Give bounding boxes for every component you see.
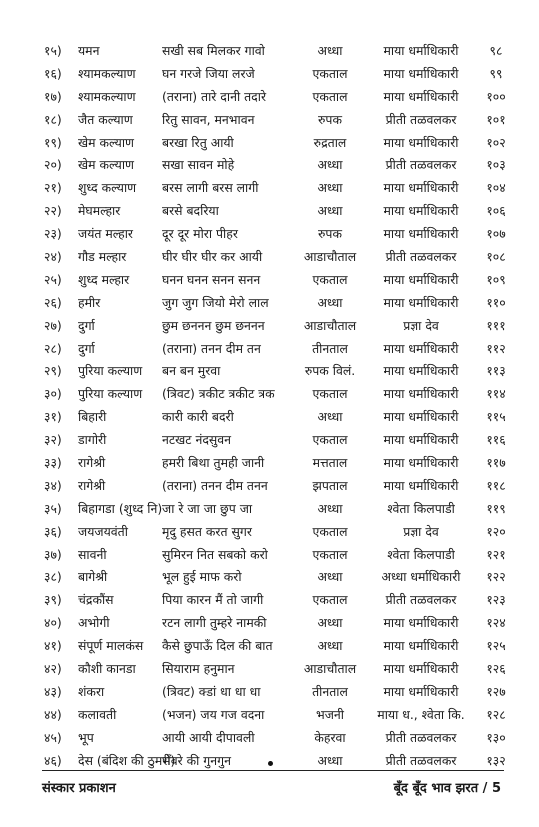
row-artist: माया धर्माधिकारी xyxy=(383,340,459,356)
row-page: १२६ xyxy=(486,661,506,677)
row-raga: बिहारी xyxy=(78,409,107,425)
row-page: ११० xyxy=(486,294,506,310)
row-page: १२७ xyxy=(486,683,506,699)
row-artist: माया धर्माधिकारी xyxy=(383,203,459,219)
row-page: १०१ xyxy=(486,111,506,127)
row-num: २४) xyxy=(44,249,62,265)
row-page: १०४ xyxy=(486,180,506,196)
row-num: २९) xyxy=(44,363,62,379)
table-row xyxy=(0,360,539,383)
table-row xyxy=(0,246,539,269)
row-artist: माया धर्माधिकारी xyxy=(383,294,459,310)
row-num: २१) xyxy=(44,180,62,196)
row-taal: एकताल xyxy=(312,592,348,608)
row-raga: यमन xyxy=(78,43,100,58)
table-row xyxy=(0,132,539,155)
row-taal: अध्धा xyxy=(317,638,343,654)
row-num: ४५) xyxy=(44,729,62,745)
row-num: ३६) xyxy=(44,523,62,539)
row-num: २२) xyxy=(44,203,62,219)
row-raga: खेम कल्याण xyxy=(78,134,135,150)
row-raga: रागेश्री xyxy=(78,455,106,471)
row-page: ११४ xyxy=(486,386,506,402)
row-page: १२० xyxy=(486,523,506,539)
row-page: १३२ xyxy=(486,752,506,768)
row-raga: डागोरी xyxy=(78,432,107,448)
row-raga: चंद्रकौंस xyxy=(78,592,114,608)
row-num: ४०) xyxy=(44,615,62,631)
row-raga: श्यामकल्याण xyxy=(78,65,136,81)
table-row xyxy=(0,292,539,315)
row-num: १६) xyxy=(44,65,62,81)
row-raga: शंकरा xyxy=(78,683,105,699)
row-raga: श्यामकल्याण xyxy=(78,88,136,104)
row-song: भूल हुई माफ करो xyxy=(162,569,242,585)
table-row xyxy=(0,269,539,292)
table-row xyxy=(0,383,539,406)
row-num: ३४) xyxy=(44,477,62,493)
row-taal: अध्धा xyxy=(317,569,343,585)
row-page: १०७ xyxy=(486,226,506,242)
row-taal: अध्धा xyxy=(317,203,343,219)
footer-rule xyxy=(42,770,504,771)
row-page: १२८ xyxy=(486,706,506,722)
row-raga: देस (बंदिश की ठुमरी) xyxy=(78,752,176,768)
row-raga: बिहागडा (शुध्द नि) xyxy=(78,500,163,516)
row-song: (त्रिवट) क्डां धा धा धा xyxy=(162,683,261,699)
row-num: १९) xyxy=(44,134,62,150)
row-taal: एकताल xyxy=(312,88,348,104)
row-artist: प्रीती तळवलकर xyxy=(385,752,457,768)
row-song: (त्रिवट) त्रकीट त्रकीट त्रक xyxy=(162,386,275,402)
row-taal: एकताल xyxy=(312,546,348,562)
row-song: घनन घनन सनन सनन xyxy=(162,271,261,287)
row-song: हमरी बिथा तुमही जानी xyxy=(162,455,265,471)
row-taal: रुपक xyxy=(318,111,342,127)
row-song: (तराना) तारे दानी तदारे xyxy=(162,88,267,104)
table-row xyxy=(0,154,539,177)
row-artist: माया ध., श्वेता कि. xyxy=(377,706,465,722)
row-raga: जैत कल्याण xyxy=(78,111,133,127)
row-song: बरसे बदरिया xyxy=(162,203,219,219)
row-raga: दुर्गा xyxy=(78,340,95,356)
footer-book-page: बूँद बूँद भाव झरत / 5 xyxy=(393,781,501,796)
table-row xyxy=(0,40,539,63)
row-raga: सावनी xyxy=(78,546,107,562)
row-page: १२२ xyxy=(486,569,506,585)
row-num: ३८) xyxy=(44,569,62,585)
row-raga: खेम कल्याण xyxy=(78,157,135,173)
row-artist: माया धर्माधिकारी xyxy=(383,88,459,104)
row-raga: शुध्द कल्याण xyxy=(78,180,137,196)
row-song: मृदु हसत करत सुगर xyxy=(162,523,252,539)
table-row xyxy=(0,612,539,635)
row-artist: प्रीती तळवलकर xyxy=(385,592,457,608)
row-page: १३० xyxy=(486,729,506,745)
table-row xyxy=(0,658,539,681)
row-song: (तराना) तनन दीम तन xyxy=(162,340,261,356)
row-song: दूर दूर मोरा पीहर xyxy=(162,226,238,242)
row-taal: केहरवा xyxy=(314,729,346,745)
row-artist: प्रीती तळवलकर xyxy=(385,729,457,745)
row-taal: रुपक विलं. xyxy=(304,363,356,379)
row-artist: माया धर्माधिकारी xyxy=(383,386,459,402)
row-artist: माया धर्माधिकारी xyxy=(383,615,459,631)
row-num: ४२) xyxy=(44,661,62,677)
row-num: १८) xyxy=(44,111,62,127)
row-num: ४१) xyxy=(44,638,62,654)
row-taal: अध्धा xyxy=(317,409,343,425)
row-taal: झपताल xyxy=(312,477,348,493)
row-page: १०० xyxy=(486,88,506,104)
row-raga: मेघमल्हार xyxy=(78,203,121,219)
row-page: १०६ xyxy=(486,203,506,219)
row-song: (भजन) जय गज वदना xyxy=(162,706,265,722)
row-num: २६) xyxy=(44,294,62,310)
row-taal: अध्धा xyxy=(317,615,343,631)
center-dot xyxy=(268,761,273,766)
row-raga: कौशी कानडा xyxy=(78,661,136,677)
row-num: ३९) xyxy=(44,592,62,608)
row-raga: अभोगी xyxy=(78,615,110,631)
row-page: ११३ xyxy=(486,363,506,379)
row-song: आयी आयी दीपावली xyxy=(162,729,255,745)
row-num: ३१) xyxy=(44,409,62,425)
row-page: ९८ xyxy=(489,43,503,58)
row-page: १०९ xyxy=(486,271,506,287)
row-raga: पुरिया कल्याण xyxy=(78,363,143,379)
row-num: ३३) xyxy=(44,455,62,471)
table-row xyxy=(0,521,539,544)
row-taal: आडाचौताल xyxy=(303,317,357,333)
row-taal: मत्तताल xyxy=(312,455,348,471)
row-num: ३५) xyxy=(44,500,62,516)
row-song: बन बन मुरवा xyxy=(162,363,221,379)
row-taal: तीनताल xyxy=(312,340,348,356)
row-artist: अध्धा धर्माधिकारी xyxy=(381,569,461,585)
row-num: २७) xyxy=(44,317,62,333)
row-taal: रुपक xyxy=(318,226,342,242)
row-song: (तराना) तनन दीम तनन xyxy=(162,477,268,493)
table-row xyxy=(0,338,539,361)
row-page: १०२ xyxy=(486,134,506,150)
row-raga: कलावती xyxy=(78,706,117,722)
row-song: जा रे जा जा छुप जा xyxy=(162,500,253,516)
table-row xyxy=(0,109,539,132)
row-taal: रुद्रताल xyxy=(313,134,347,150)
table-row xyxy=(0,200,539,223)
row-raga: जयजयवंती xyxy=(78,523,128,539)
table-row xyxy=(0,704,539,727)
row-song: सियाराम हनुमान xyxy=(162,661,235,677)
row-artist: प्रीती तळवलकर xyxy=(385,157,457,173)
row-num: २८) xyxy=(44,340,62,356)
row-artist: प्रीती तळवलकर xyxy=(385,249,457,265)
table-row xyxy=(0,727,539,750)
footer-publisher: संस्कार प्रकाशन xyxy=(42,781,116,796)
table-row xyxy=(0,498,539,521)
row-song: भँवरे की गुनगुन xyxy=(162,752,231,768)
table-row xyxy=(0,566,539,589)
row-num: २३) xyxy=(44,226,62,242)
row-artist: माया धर्माधिकारी xyxy=(383,271,459,287)
row-artist: माया धर्माधिकारी xyxy=(383,363,459,379)
row-taal: तीनताल xyxy=(312,683,348,699)
table-row xyxy=(0,223,539,246)
row-raga: गौड मल्हार xyxy=(78,249,127,265)
row-artist: श्वेता किलपाडी xyxy=(387,500,455,516)
row-artist: माया धर्माधिकारी xyxy=(383,638,459,654)
row-artist: माया धर्माधिकारी xyxy=(383,683,459,699)
table-row xyxy=(0,681,539,704)
row-page: १२१ xyxy=(486,546,506,562)
row-song: सखा सावन मोहे xyxy=(162,157,235,173)
row-page: ११२ xyxy=(486,340,506,356)
row-taal: अध्धा xyxy=(317,43,343,58)
row-num: १५) xyxy=(44,43,62,58)
table-row xyxy=(0,589,539,612)
row-song: बरखा रितु आयी xyxy=(162,134,234,150)
row-num: ३७) xyxy=(44,546,62,562)
row-artist: श्वेता किलपाडी xyxy=(387,546,455,562)
row-taal: अध्धा xyxy=(317,294,343,310)
row-num: १७) xyxy=(44,88,62,104)
row-taal: अध्धा xyxy=(317,500,343,516)
row-num: ४६) xyxy=(44,752,62,768)
row-page: १०३ xyxy=(486,157,506,173)
row-artist: माया धर्माधिकारी xyxy=(383,432,459,448)
row-artist: माया धर्माधिकारी xyxy=(383,409,459,425)
row-page: १२३ xyxy=(486,592,506,608)
row-artist: माया धर्माधिकारी xyxy=(383,65,459,81)
row-taal: अध्धा xyxy=(317,157,343,173)
row-num: २०) xyxy=(44,157,62,173)
table-row xyxy=(0,86,539,109)
row-song: नटखट नंदसुवन xyxy=(162,432,232,448)
table-row xyxy=(0,635,539,658)
row-song: घीर घीर घीर कर आयी xyxy=(162,249,263,265)
row-taal: एकताल xyxy=(312,65,348,81)
row-artist: माया धर्माधिकारी xyxy=(383,661,459,677)
row-song: सुमिरन नित सबको करो xyxy=(162,546,268,562)
row-artist: माया धर्माधिकारी xyxy=(383,226,459,242)
row-song: रितु सावन, मनभावन xyxy=(162,111,255,127)
row-raga: दुर्गा xyxy=(78,317,95,333)
row-song: पिया कारन मैं तो जागी xyxy=(162,592,264,608)
row-taal: आडाचौताल xyxy=(303,661,357,677)
table-row xyxy=(0,452,539,475)
row-artist: प्रीती तळवलकर xyxy=(385,111,457,127)
row-page: ११८ xyxy=(486,477,506,493)
row-song: कारी कारी बदरी xyxy=(162,409,234,425)
row-song: रटन लागी तुम्हरे नामकी xyxy=(162,615,267,631)
row-taal: एकताल xyxy=(312,432,348,448)
row-artist: माया धर्माधिकारी xyxy=(383,180,459,196)
row-artist: माया धर्माधिकारी xyxy=(383,134,459,150)
row-num: २५) xyxy=(44,271,62,287)
row-artist: माया धर्माधिकारी xyxy=(383,455,459,471)
row-raga: जयंत मल्हार xyxy=(78,226,133,242)
row-artist: प्रज्ञा देव xyxy=(403,317,439,333)
row-song: जुग जुग जियो मेरो लाल xyxy=(162,294,269,310)
row-page: ११५ xyxy=(486,409,506,425)
index-table xyxy=(0,40,539,773)
row-taal: भजनी xyxy=(316,706,344,722)
row-taal: आडाचौताल xyxy=(303,249,357,265)
row-page: १०८ xyxy=(486,249,506,265)
row-taal: अध्धा xyxy=(317,752,343,768)
row-song: बरस लागी बरस लागी xyxy=(162,180,259,196)
row-artist: प्रज्ञा देव xyxy=(403,523,439,539)
row-page: ११७ xyxy=(486,455,506,471)
row-artist: माया धर्माधिकारी xyxy=(383,477,459,493)
row-page: १२५ xyxy=(486,638,506,654)
row-song: सखी सब मिलकर गावो xyxy=(162,43,265,58)
row-taal: एकताल xyxy=(312,271,348,287)
row-page: १२४ xyxy=(486,615,506,631)
row-num: ४४) xyxy=(44,706,62,722)
row-taal: एकताल xyxy=(312,386,348,402)
row-raga: हमीर xyxy=(78,294,101,310)
row-num: ४३) xyxy=(44,683,62,699)
row-raga: भूप xyxy=(78,729,94,745)
row-num: ३२) xyxy=(44,432,62,448)
row-page: ९९ xyxy=(489,65,503,81)
row-page: ११६ xyxy=(486,432,506,448)
row-page: ११९ xyxy=(486,500,506,516)
row-raga: शुध्द मल्हार xyxy=(78,271,130,287)
row-page: १११ xyxy=(486,317,506,333)
row-raga: पुरिया कल्याण xyxy=(78,386,143,402)
row-song: कैसे छुपाऊँ दिल की बात xyxy=(162,638,273,654)
row-raga: बागेश्री xyxy=(78,569,108,585)
table-row xyxy=(0,429,539,452)
row-raga: रागेश्री xyxy=(78,477,106,493)
table-row xyxy=(0,315,539,338)
table-row xyxy=(0,544,539,567)
row-taal: एकताल xyxy=(312,523,348,539)
table-row xyxy=(0,63,539,86)
row-num: ३०) xyxy=(44,386,62,402)
table-row xyxy=(0,177,539,200)
table-row xyxy=(0,406,539,429)
table-row xyxy=(0,475,539,498)
row-taal: अध्धा xyxy=(317,180,343,196)
row-raga: संपूर्ण मालकंस xyxy=(78,638,144,654)
row-artist: माया धर्माधिकारी xyxy=(383,43,459,58)
row-song: घन गरजे जिया लरजे xyxy=(162,65,255,81)
row-song: छुम छननन छुम छननन xyxy=(162,317,265,333)
